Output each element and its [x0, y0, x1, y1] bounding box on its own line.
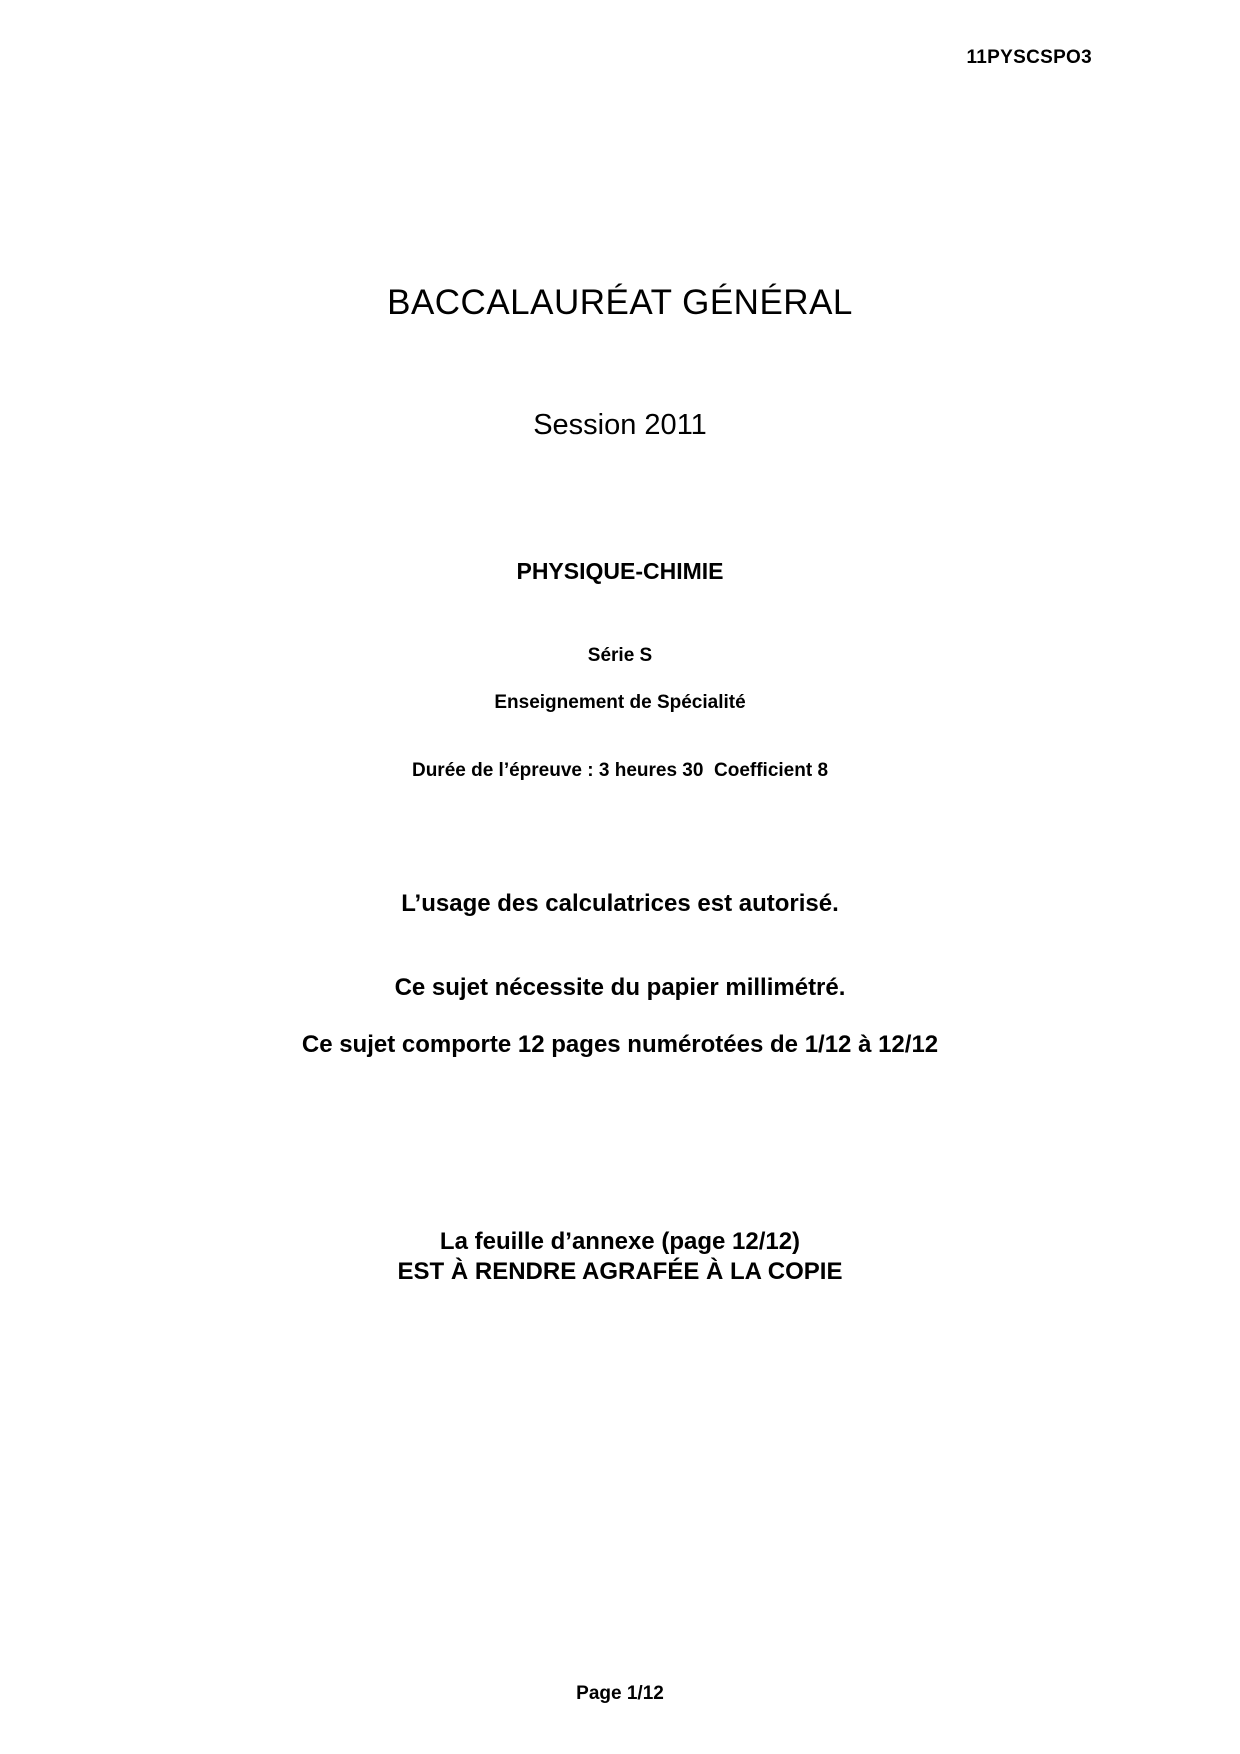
- subject-name: PHYSIQUE-CHIMIE: [516, 558, 724, 584]
- enseignement-label: Enseignement de Spécialité: [494, 692, 746, 713]
- page-count-notice: Ce sujet comporte 12 pages numérotées de 1/12 à 12/12: [301, 1031, 939, 1058]
- page-number: Page 1/12: [576, 1683, 664, 1704]
- duration-coefficient: Durée de l’épreuve : 3 heures 30 Coefficient 8: [411, 760, 829, 781]
- calculator-notice: L’usage des calculatrices est autorisé.: [401, 890, 839, 917]
- page-title: BACCALAURÉAT GÉNÉRAL: [387, 283, 853, 322]
- annex-notice-line-2: EST À RENDRE AGRAFÉE À LA COPIE: [397, 1258, 843, 1285]
- session-year: Session 2011: [533, 409, 707, 441]
- annex-notice-line-1: La feuille d’annexe (page 12/12): [439, 1228, 801, 1255]
- subject-code: 11PYSCSPO3: [966, 47, 1092, 68]
- serie-label: Série S: [587, 645, 653, 666]
- graph-paper-notice: Ce sujet nécessite du papier millimétré.: [394, 974, 846, 1001]
